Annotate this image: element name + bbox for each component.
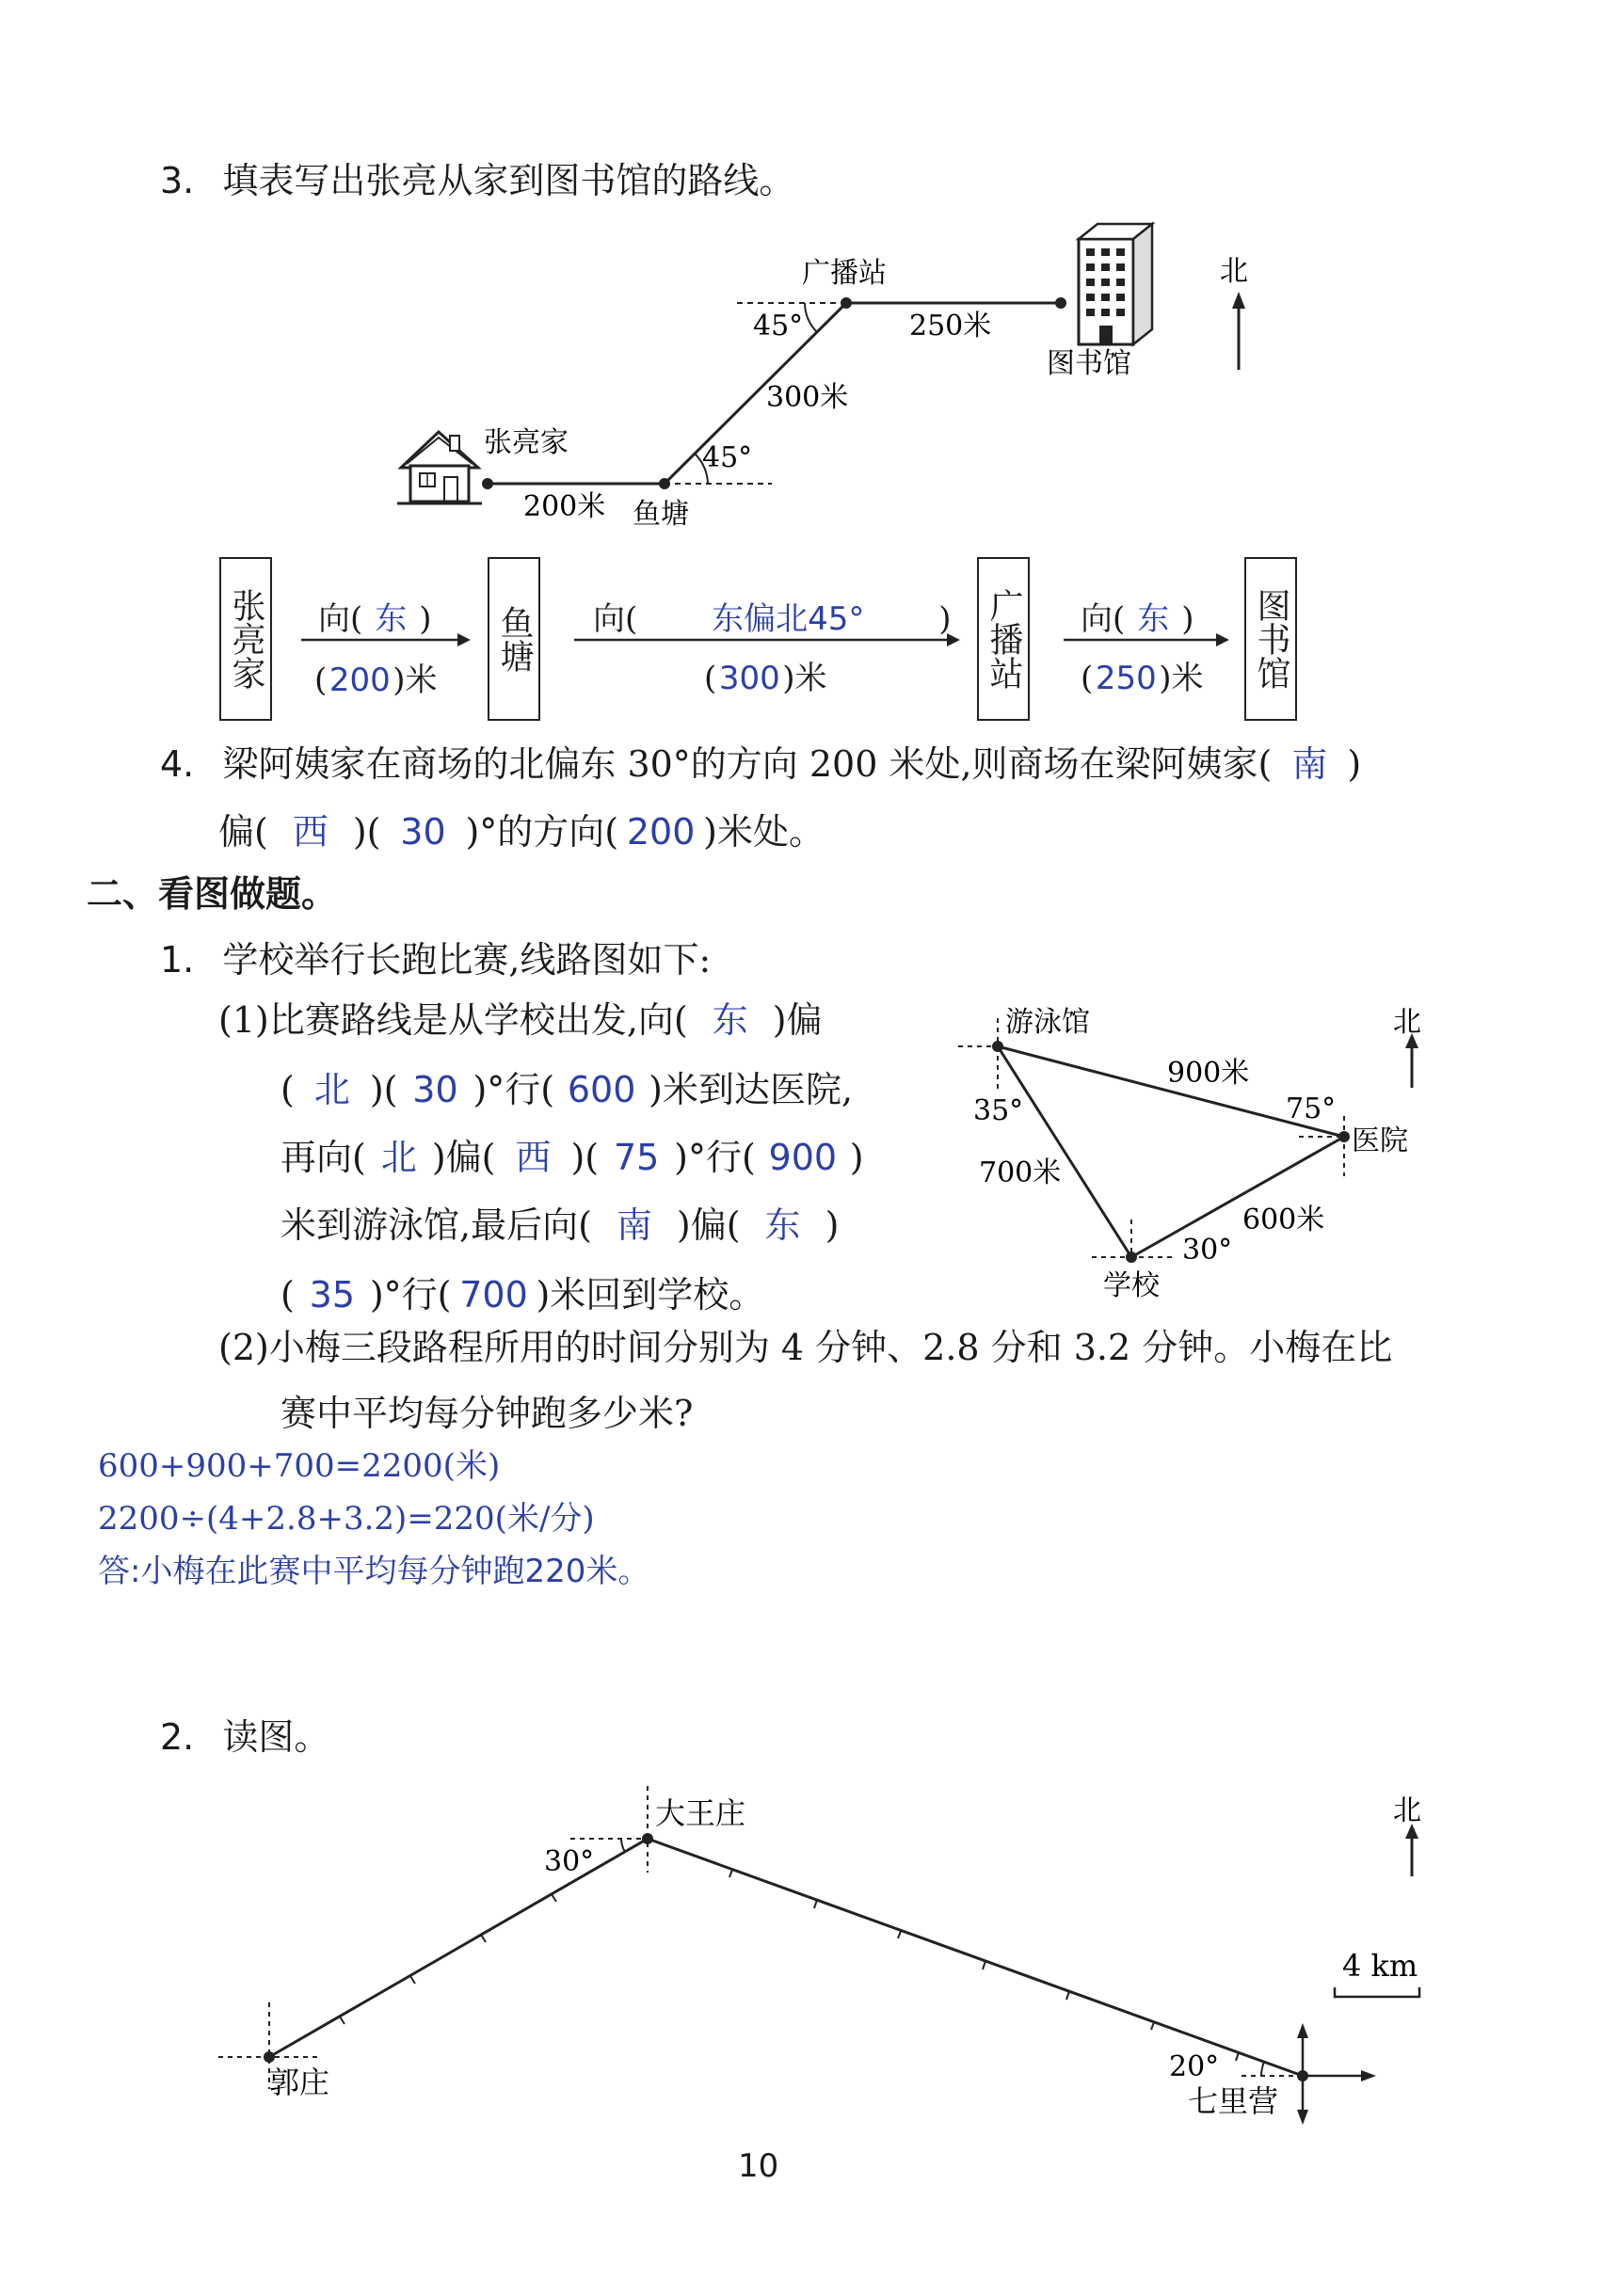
race-route-hosp-school [1131,1137,1344,1257]
dawang-angle-label: 30° [544,1845,595,1878]
race-hospital-label: 医院 [1352,1124,1408,1157]
q3-dist-300: 300米 [766,381,849,414]
s2q1-ans2: 北 [313,1069,350,1110]
race-angle-30: 30° [1182,1234,1233,1267]
q3-dist-250: 250米 [909,310,992,343]
flow-box-station: 广播站 [977,557,1030,721]
flow-box-pond: 鱼塘 [488,557,540,721]
race-point-swim [992,1041,1003,1052]
ans-dist3: 250 [1095,660,1157,697]
ans-dist2: 300 [718,660,780,697]
q3-angle-station: 45° [753,310,804,343]
flow-arrow3-dir: 向( 东 ) [1081,593,1194,639]
s2q1-ans10: 东 [764,1204,801,1246]
q4-ans4: 200 [626,811,696,853]
flow-arrow2-dir: 向( 东偏北45° ) [593,593,952,639]
race-angle-35: 35° [973,1094,1024,1127]
s2q1-p1-line5: ( 35 )°行( 700 )米回到学校。 [280,1274,765,1315]
race-route-map [0,969,1618,1346]
s2q1-answer-3: 答:小梅在此赛中平均每分钟跑220米。 [98,1553,650,1590]
guo-label: 郭庄 [269,2065,330,2100]
q3-station-label: 广播站 [802,257,887,290]
flow-arrow3-dist: (250)米 [1081,660,1204,697]
flow-box-library: 图书馆 [1244,557,1297,721]
s2q1-ans5: 北 [380,1137,417,1178]
s2q1-p1-line3: 再向( 北 )偏( 西 )( 75 )°行( 900 ) [280,1137,864,1178]
race-swim-label: 游泳馆 [1005,1006,1090,1039]
flow-arrow1-dir: 向( 东 ) [318,593,432,639]
ans-dist1: 200 [328,662,391,699]
q3-home-label: 张亮家 [484,426,569,459]
race-route-school-swim [998,1046,1131,1257]
ans-dir3: 东 [1137,600,1170,638]
s2q1-ans12: 700 [459,1274,528,1315]
q3-pond-label: 鱼塘 [633,498,689,531]
village-map [0,1769,1618,2145]
flow-arrowhead-3 [1216,633,1229,646]
race-north-label: 北 [1393,1006,1421,1039]
s2q1-p1-line1: (1)比赛路线是从学校出发,向( 东 )偏 [218,999,823,1041]
s2q2-title: 2. 读图。 [160,1716,330,1758]
road-ticks-1 [340,1894,556,2024]
s2q1-ans7: 75 [613,1137,660,1178]
s2q1-answer-2: 2200÷(4+2.8+3.2)=220(米/分) [98,1500,595,1538]
q4-line1: 4. 梁阿姨家在商场的北偏东 30°的方向 200 米处,则商场在梁阿姨家( 南 ) [160,743,1362,785]
q3-point-library [1055,297,1066,309]
point-qili [1297,2070,1308,2081]
s2q1-ans11: 35 [309,1274,355,1315]
qili-angle-arc [1261,2062,1264,2076]
q3-angle-pond: 45° [702,441,753,474]
s2q1-ans6: 西 [515,1137,552,1178]
q3-angle-arc-station [805,303,817,332]
flow-arrowhead-1 [457,633,471,646]
q3-library-label: 图书馆 [1047,347,1131,380]
race-angle-75: 75° [1286,1092,1337,1125]
s2q1-p1-line4: 米到游泳馆,最后向( 南 )偏( 东 ) [280,1204,840,1246]
scale-bar [1335,1987,1419,1997]
q3-point-pond [659,478,670,489]
building-icon [1079,224,1152,344]
flow-arrow2-dist: (300)米 [704,660,827,697]
village-north-label: 北 [1393,1794,1421,1827]
section2-title: 二、看图做题。 [87,873,338,915]
point-dawang [642,1833,653,1844]
q3-point-station [841,297,852,309]
s2q1-p1-line2: ( 北 )( 30 )°行( 600 )米到达医院, [280,1069,854,1110]
flow-arrow1-dist: (200)米 [314,662,438,699]
s2q1-p2-line2: 赛中平均每分钟跑多少米? [280,1393,694,1434]
road-ticks-2 [729,1870,1239,2061]
q4-line2: 偏( 西 )( 30 )°的方向( 200 )米处。 [218,811,825,853]
race-point-school [1126,1252,1137,1263]
flow-box-home: 张亮家 [219,557,272,721]
scale-label: 4 km [1342,1948,1418,1984]
dawang-angle-arc [621,1839,625,1852]
qili-south-head [1297,2110,1308,2125]
q3-dist-200: 200米 [523,490,606,523]
s2q1-ans8: 900 [768,1137,838,1178]
qili-north-head [1297,2023,1308,2038]
s2q1-ans9: 南 [616,1204,652,1246]
s2q1-ans4: 600 [567,1069,636,1110]
qili-angle-label: 20° [1169,2050,1220,2083]
house-icon [397,432,482,503]
q3-text: 填表写出张亮从家到图书馆的路线。 [222,160,795,201]
s2q1-answer-1: 600+900+700=2200(米) [98,1447,501,1485]
road-dawang-qili [648,1839,1303,2076]
race-dist-900: 900米 [1167,1057,1250,1090]
q3-number: 3. [160,160,195,201]
q3-north-label: 北 [1220,255,1248,288]
flow-arrows [0,527,1618,753]
ans-dir1: 东 [375,600,408,638]
q3-route-map [0,0,1618,565]
page-number: 10 [738,2147,779,2185]
qili-east-head [1361,2070,1376,2081]
race-dist-600: 600米 [1242,1204,1325,1236]
q4-ans1: 南 [1291,743,1328,785]
ans-dir2: 东偏北45° [712,600,865,638]
race-school-label: 学校 [1103,1269,1160,1302]
q3-point-home [482,478,493,489]
point-guo [264,2051,275,2063]
s2q1-ans1: 东 [712,999,748,1041]
race-dist-700: 700米 [979,1156,1062,1189]
q3-north-arrow-head [1232,292,1245,309]
s2q1-title: 1. 学校举行长跑比赛,线路图如下: [160,939,712,981]
q4-ans3: 30 [400,811,446,853]
race-point-hospital [1338,1131,1350,1142]
q4-ans2: 西 [292,811,328,853]
qili-label: 七里营 [1188,2083,1279,2119]
s2q1-p2-line1: (2)小梅三段路程所用的时间分别为 4 分钟、2.8 分和 3.2 分钟。小梅在比 [218,1327,1393,1368]
dawang-label: 大王庄 [655,1795,746,1831]
s2q1-ans3: 30 [412,1069,458,1110]
